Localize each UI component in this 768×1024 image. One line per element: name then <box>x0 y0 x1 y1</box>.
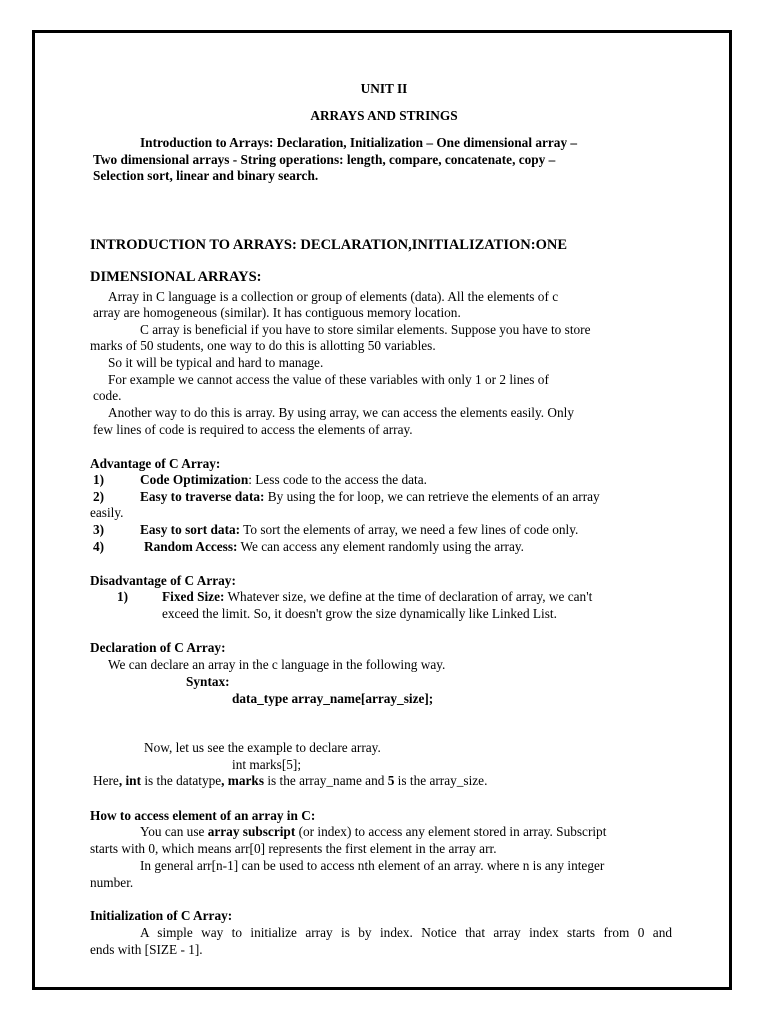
example-intro: Now, let us see the example to declare array. <box>144 740 381 755</box>
datatype-text: is the datatype <box>141 773 222 788</box>
here-text: Here <box>93 773 119 788</box>
unit-label: UNIT II <box>360 81 408 96</box>
initialization-line-2: ends with [SIZE - 1]. <box>90 942 203 957</box>
advantage-3-term: Easy to sort data: <box>140 522 241 537</box>
advantage-2-continued: easily. <box>90 505 124 520</box>
access-line-1-end: (or index) to access any element stored in array. Subscript <box>295 824 607 839</box>
advantage-3-number: 3) <box>93 522 105 537</box>
access-line-3: In general arr[n-1] can be used to access nth element of an array. where n is any integer <box>140 858 605 873</box>
disadvantages-heading: Disadvantage of C Array: <box>90 573 236 588</box>
advantage-1 <box>140 472 427 488</box>
marks-keyword: , marks <box>221 773 265 788</box>
advantage-2-term: Easy to traverse data: <box>140 489 265 504</box>
advantages-heading: Advantage of C Array: <box>90 456 221 471</box>
intro-line-1: Introduction to Arrays: Declaration, Initialization – One dimensional array – <box>140 135 578 150</box>
syntax-code: data_type array_name[array_size]; <box>232 691 434 706</box>
intro-line-3: Selection sort, linear and binary search. <box>93 168 319 183</box>
advantage-1-term: Code Optimization <box>140 472 249 487</box>
advantage-4-text: We can access any element randomly using the array. <box>237 539 524 554</box>
access-line-1 <box>140 824 606 840</box>
paragraph-5-line-1: Another way to do this is array. By using array, we can access the elements easily. Only <box>108 405 574 420</box>
page-title: ARRAYS AND STRINGS <box>310 108 458 123</box>
paragraph-3: So it will be typical and hard to manage. <box>108 355 324 370</box>
name-text: is the array_name and <box>264 773 388 788</box>
disadvantage-1-term: Fixed Size: <box>162 589 225 604</box>
section-heading-line-1: INTRODUCTION TO ARRAYS: DECLARATION,INITIALIZATION:ONE <box>90 237 567 253</box>
int-keyword: , int <box>118 773 142 788</box>
access-line-2: starts with 0, which means arr[0] represents the first element in the array arr. <box>90 841 497 856</box>
intro-line-2: Two dimensional arrays - String operations: length, compare, concatenate, copy – <box>93 152 556 167</box>
example-code: int marks[5]; <box>232 757 302 772</box>
access-heading: How to access element of an array in C: <box>90 808 316 823</box>
size-text: is the array_size. <box>394 773 488 788</box>
section-heading-line-2: DIMENSIONAL ARRAYS: <box>90 269 262 285</box>
size-keyword: 5 <box>387 773 395 788</box>
paragraph-5-line-2: few lines of code is required to access the elements of array. <box>93 422 413 437</box>
advantage-4-number: 4) <box>93 539 105 554</box>
advantage-4-term: Random Access: <box>144 539 238 554</box>
paragraph-1-line-1: Array in C language is a collection or group of elements (data). All the elements of c <box>108 289 559 304</box>
paragraph-4-line-2: code. <box>93 388 122 403</box>
initialization-line-1: A simple way to initialize array is by index. Notice that array index starts from 0 and <box>140 925 672 940</box>
advantage-3-text: To sort the elements of array, we need a few lines of code only. <box>240 522 579 537</box>
advantage-4 <box>144 539 524 555</box>
advantage-3 <box>140 522 578 538</box>
advantage-2-number: 2) <box>93 489 105 504</box>
advantage-2 <box>140 489 600 505</box>
example-explanation <box>93 773 487 789</box>
declaration-line: We can declare an array in the c language in the following way. <box>108 657 446 672</box>
disadvantage-1 <box>162 589 592 605</box>
disadvantage-1-continued: exceed the limit. So, it doesn't grow the size dynamically like Linked List. <box>162 606 557 621</box>
advantage-1-text: : Less code to the access the data. <box>248 472 427 487</box>
advantage-2-text: By using the for loop, we can retrieve the elements of an array <box>264 489 600 504</box>
access-line-4: number. <box>90 875 134 890</box>
paragraph-2-line-1: C array is beneficial if you have to store similar elements. Suppose you have to store <box>140 322 591 337</box>
paragraph-4-line-1: For example we cannot access the value of these variables with only 1 or 2 lines of <box>108 372 549 387</box>
access-line-1-start: You can use <box>140 824 208 839</box>
declaration-heading: Declaration of C Array: <box>90 640 226 655</box>
advantage-1-number: 1) <box>93 472 105 487</box>
disadvantage-1-number: 1) <box>117 589 129 604</box>
disadvantage-1-text: Whatever size, we define at the time of declaration of array, we can't <box>224 589 593 604</box>
array-subscript-term: array subscript <box>207 824 296 839</box>
paragraph-1-line-2: array are homogeneous (similar). It has contiguous memory location. <box>93 305 461 320</box>
syntax-label: Syntax: <box>186 674 230 689</box>
initialization-heading: Initialization of C Array: <box>90 908 233 923</box>
paragraph-2-line-2: marks of 50 students, one way to do this is allotting 50 variables. <box>90 338 436 353</box>
